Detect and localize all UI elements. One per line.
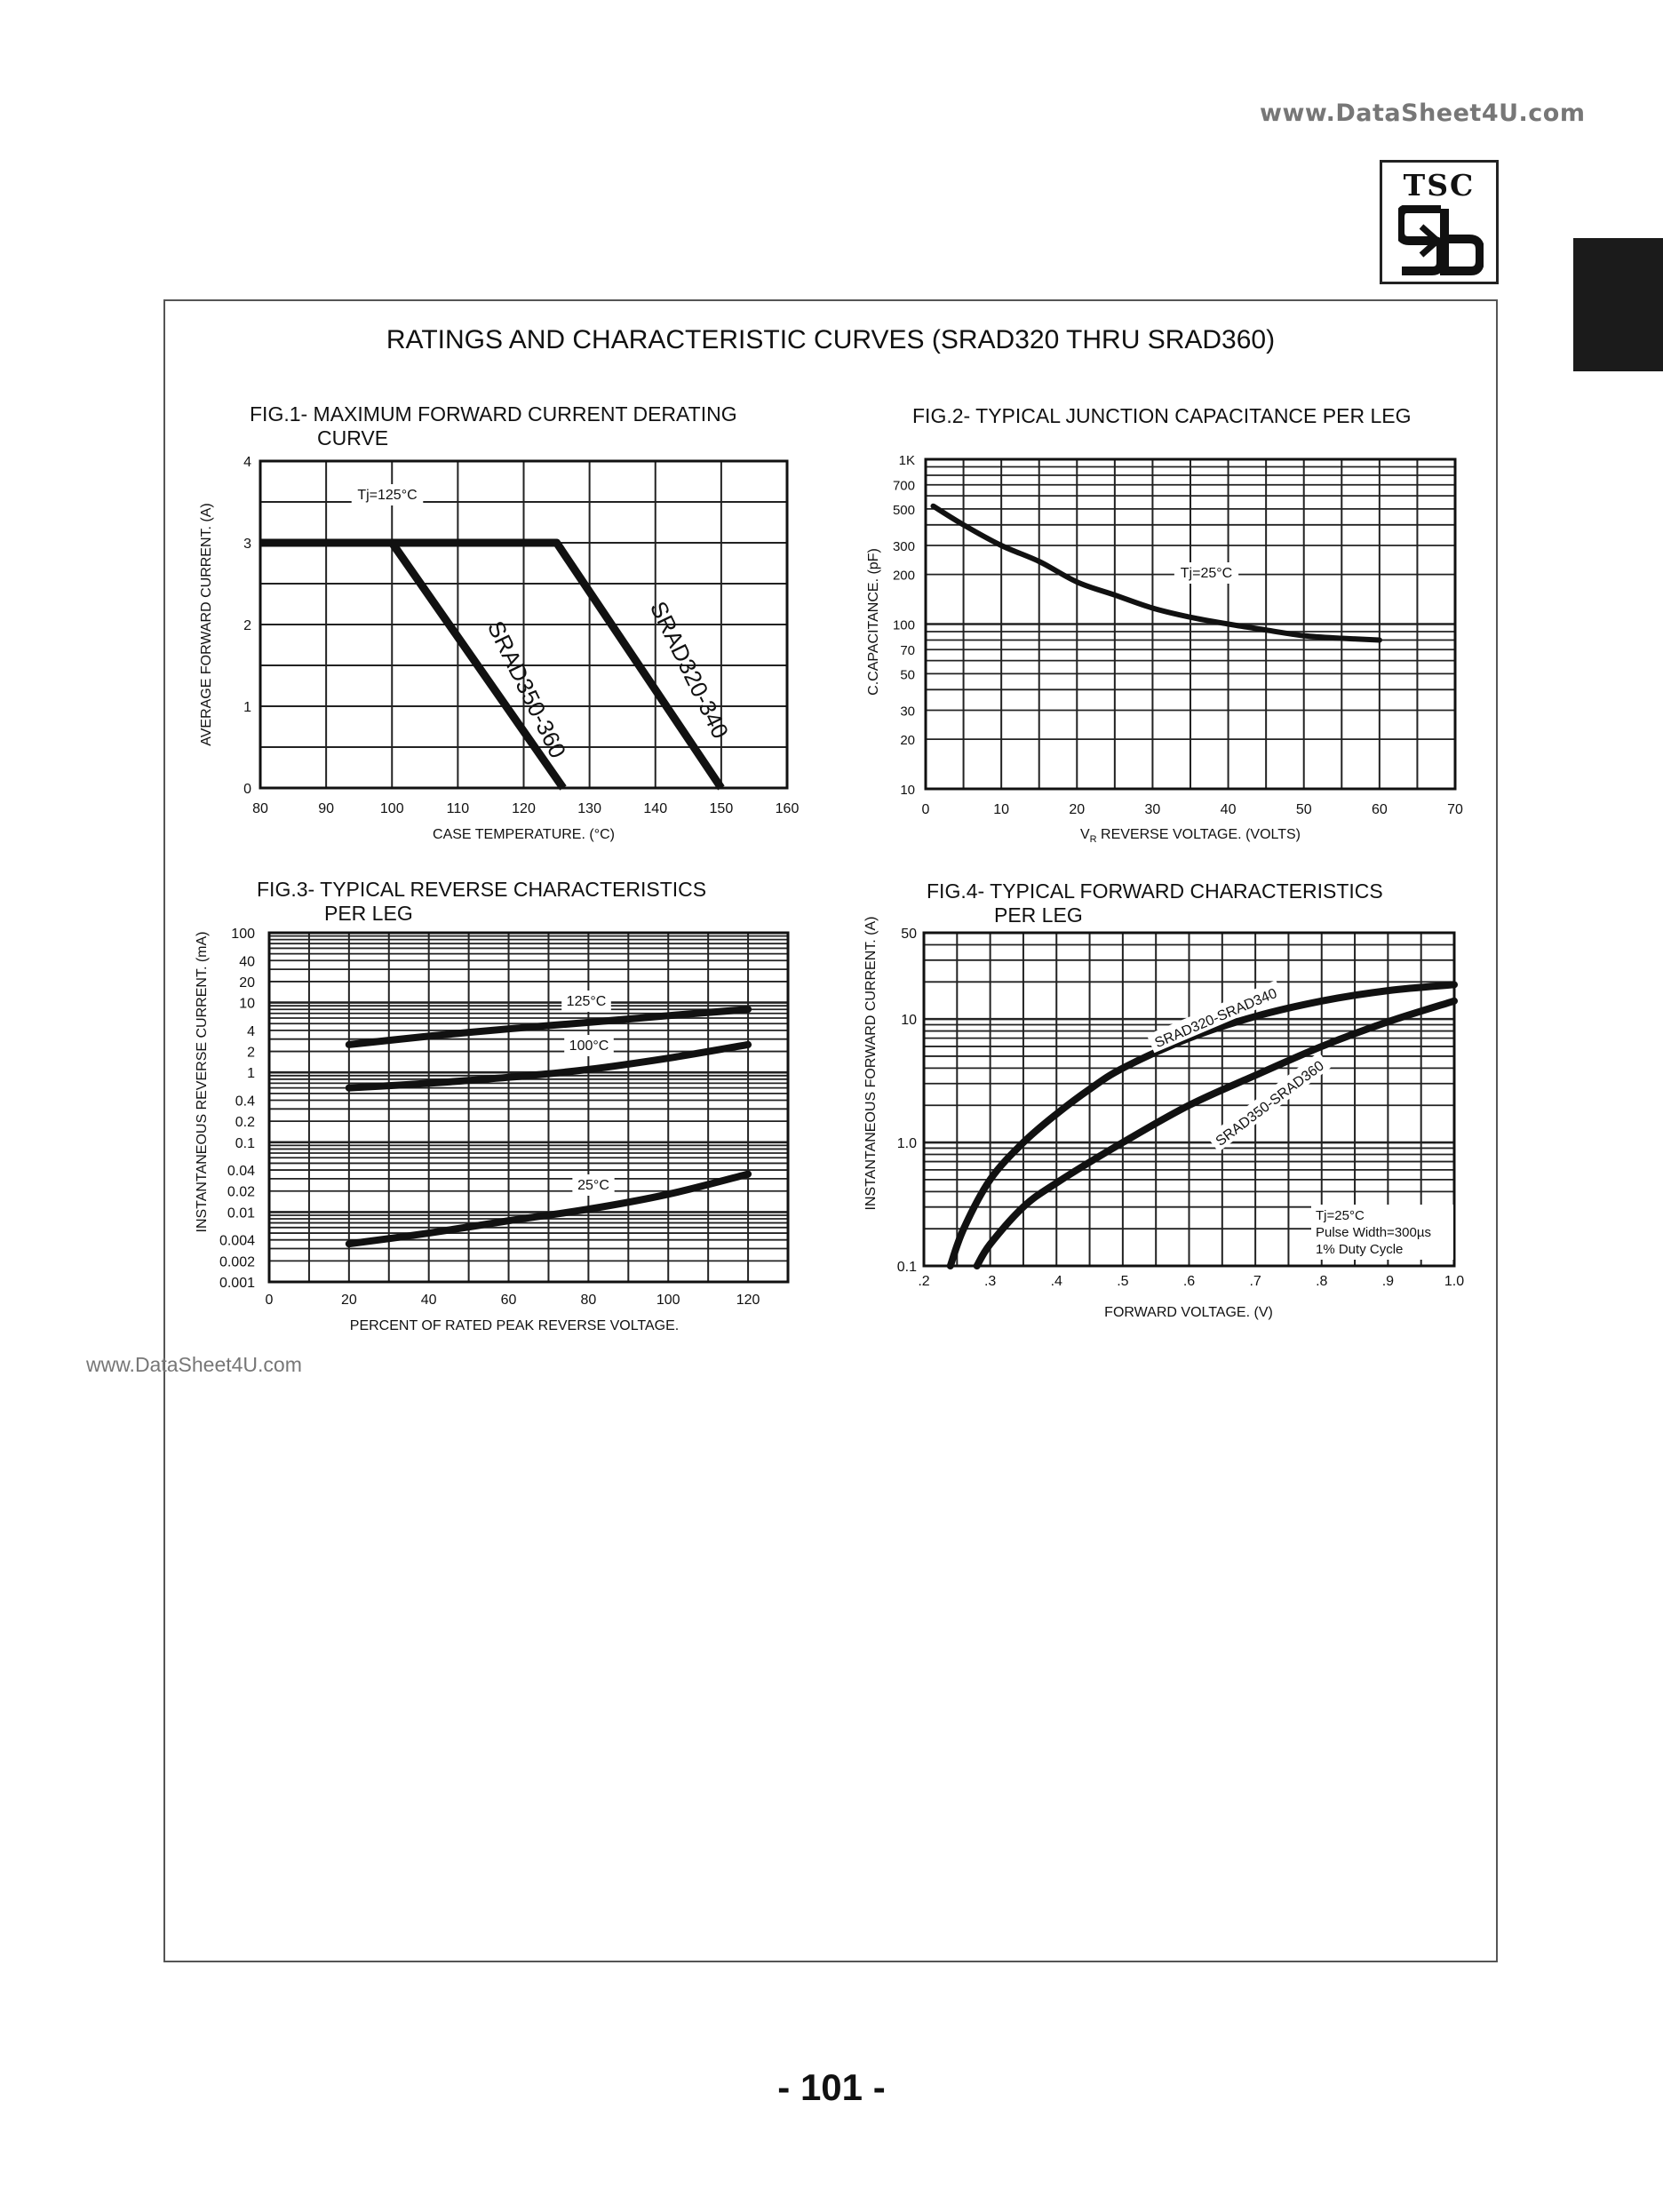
fig3-series-label-1: 100°C <box>569 1038 609 1054</box>
fig3-y-tick-label: 40 <box>239 954 255 970</box>
fig3-y-tick-label: 0.004 <box>219 1233 255 1249</box>
logo-text: TSC <box>1403 168 1476 203</box>
fig1-title-line1: FIG.1- MAXIMUM FORWARD CURRENT DERATING <box>250 402 737 426</box>
fig3-x-axis-label: PERCENT OF RATED PEAK REVERSE VOLTAGE. <box>349 1318 680 1333</box>
fig2-annotation: Tj=25°C <box>1180 566 1233 581</box>
fig3-x-tick-label: 60 <box>500 1293 517 1308</box>
fig1-x-tick-label: 120 <box>512 801 536 816</box>
fig2-y-tick-label: 200 <box>892 568 915 584</box>
fig3-plot-frame <box>269 933 788 1282</box>
fig3-y-tick-label: 0.01 <box>227 1205 255 1221</box>
fig3-x-tick-label: 80 <box>580 1293 597 1308</box>
fig4-annotation-line: 1% Duty Cycle <box>1316 1242 1404 1257</box>
fig3-y-tick-label: 0.2 <box>235 1115 255 1131</box>
fig1-x-tick-label: 90 <box>318 801 335 816</box>
fig4-title-line2: PER LEG <box>994 903 1083 927</box>
fig4-x-tick-label: .4 <box>1050 1274 1062 1289</box>
fig2-x-axis-label-text: REVERSE VOLTAGE. (VOLTS) <box>1096 827 1301 842</box>
fig4-y-axis-label: INSTANTANEOUS FORWARD CURRENT. (A) <box>863 916 879 1211</box>
fig2-x-tick-label: 60 <box>1371 802 1388 817</box>
fig3-y-tick-label: 1 <box>247 1066 255 1082</box>
fig1-x-axis-label: CASE TEMPERATURE. (°C) <box>433 827 615 842</box>
fig1-y-tick-label: 4 <box>243 455 251 470</box>
fig3-y-tick-label: 0.1 <box>235 1135 255 1151</box>
fig4-x-tick-label: .3 <box>983 1274 997 1289</box>
fig1-title-line2: CURVE <box>317 426 389 450</box>
fig3-x-tick-label: 40 <box>420 1293 437 1308</box>
fig3-y-tick-label: 0.4 <box>235 1094 255 1110</box>
fig2-x-tick-label: 50 <box>1295 802 1312 817</box>
fig4-annotation-line: Tj=25°C <box>1316 1208 1365 1223</box>
fig2-x-tick-label: 0 <box>921 802 930 817</box>
fig4-y-tick-label: 10 <box>901 1013 917 1029</box>
fig1-annotation: Tj=125°C <box>357 488 418 503</box>
fig3-title-line1: FIG.3- TYPICAL REVERSE CHARACTERISTICS <box>257 878 707 901</box>
fig1-x-tick-label: 100 <box>379 801 404 816</box>
fig4-series-label-1: SRAD350-SRAD360 <box>1213 1058 1327 1150</box>
fig2-x-axis-label-sub: R <box>1089 834 1097 845</box>
fig2-x-tick-label: 30 <box>1144 802 1161 817</box>
fig1-x-tick-label: 130 <box>577 801 601 816</box>
fig1-x-tick-label: 140 <box>643 801 668 816</box>
fig1-series-label-0: SRAD350-360 <box>481 617 572 762</box>
fig4-x-tick-label: 1.0 <box>1444 1274 1465 1289</box>
fig3-y-tick-label: 10 <box>239 996 255 1012</box>
fig4-x-tick-label: .5 <box>1117 1274 1129 1289</box>
fig3-x-tick-label: 0 <box>265 1293 274 1308</box>
fig2-y-axis-label: C.CAPACITANCE. (pF) <box>866 548 881 696</box>
fig3-y-tick-label: 100 <box>231 927 255 942</box>
fig1-x-tick-label: 110 <box>446 801 470 816</box>
fig3-y-tick-label: 0.02 <box>227 1184 255 1200</box>
fig2-series-line <box>934 506 1380 641</box>
fig2-x-tick-label: 20 <box>1069 802 1086 817</box>
fig4-x-tick-label: .6 <box>1182 1274 1196 1289</box>
fig3-y-tick-label: 0.04 <box>227 1164 255 1180</box>
fig4-y-tick-label: 1.0 <box>896 1136 917 1152</box>
fig3-y-tick-label: 0.001 <box>219 1276 255 1291</box>
fig2-y-tick-label: 70 <box>900 643 915 659</box>
fig4-y-tick-label: 50 <box>901 927 917 942</box>
fig3-y-tick-label: 4 <box>247 1023 255 1039</box>
page-number: - 101 - <box>777 2066 886 2108</box>
fig1-y-axis-label: AVERAGE FORWARD CURRENT. (A) <box>199 503 214 746</box>
fig3-y-axis-label: INSTANTANEOUS REVERSE CURRENT. (mA) <box>195 931 210 1233</box>
fig2-x-axis-label-prefix: V <box>1079 827 1090 842</box>
fig2-y-tick-label: 50 <box>900 667 915 683</box>
fig2-x-tick-label: 40 <box>1220 802 1237 817</box>
fig1-x-tick-label: 150 <box>709 801 734 816</box>
fig4-x-axis-label: FORWARD VOLTAGE. (V) <box>1104 1305 1273 1320</box>
fig4-title-line1: FIG.4- TYPICAL FORWARD CHARACTERISTICS <box>927 879 1383 903</box>
fig1-series-label-1: SRAD320-340 <box>644 597 735 743</box>
fig3-x-tick-label: 20 <box>340 1293 357 1308</box>
fig2-x-tick-label: 10 <box>993 802 1010 817</box>
fig3-y-tick-label: 2 <box>247 1045 255 1061</box>
fig2-y-tick-label: 700 <box>892 478 915 494</box>
fig3-series-label-0: 125°C <box>566 994 607 1009</box>
fig4-y-tick-label: 0.1 <box>896 1260 917 1275</box>
fig3-title-line2: PER LEG <box>324 902 413 925</box>
fig2-y-tick-label: 100 <box>892 617 915 633</box>
watermark-mid: www.DataSheet4U.com <box>86 1353 302 1376</box>
fig2-y-tick-label: 300 <box>892 538 915 554</box>
fig1-y-tick-label: 0 <box>243 782 251 797</box>
fig4-series-label-0: SRAD320-SRAD340 <box>1152 985 1280 1052</box>
fig2-y-tick-label: 1K <box>898 453 915 468</box>
fig3-x-tick-label: 100 <box>656 1293 680 1308</box>
fig1-y-tick-label: 3 <box>243 537 251 552</box>
page-title: RATINGS AND CHARACTERISTIC CURVES (SRAD320 THRU SRAD360) <box>386 325 1276 354</box>
fig1-y-tick-label: 1 <box>243 700 251 715</box>
fig2-y-tick-label: 30 <box>900 704 915 720</box>
fig4-x-tick-label: .8 <box>1316 1274 1328 1289</box>
fig1-y-tick-label: 2 <box>243 618 251 633</box>
fig4-annotation-line: Pulse Width=300µs <box>1316 1225 1431 1240</box>
fig4-x-tick-label: .7 <box>1249 1274 1261 1289</box>
fig3-y-tick-label: 20 <box>239 975 255 991</box>
fig3-x-tick-label: 120 <box>736 1293 760 1308</box>
watermark-top: www.DataSheet4U.com <box>1260 99 1586 127</box>
fig2-x-tick-label: 70 <box>1447 802 1463 817</box>
fig2-y-tick-label: 500 <box>892 502 915 518</box>
fig2-y-tick-label: 10 <box>900 783 915 798</box>
fig3-y-tick-label: 0.002 <box>219 1254 255 1270</box>
fig4-x-tick-label: .2 <box>918 1274 930 1289</box>
fig1-x-tick-label: 160 <box>775 801 800 816</box>
fig1-x-tick-label: 80 <box>252 801 268 816</box>
fig2-y-tick-label: 20 <box>900 733 915 749</box>
fig2-title-line1: FIG.2- TYPICAL JUNCTION CAPACITANCE PER LEG <box>912 404 1412 427</box>
fig4-x-tick-label: .9 <box>1381 1274 1395 1289</box>
fig2-x-axis-label <box>1080 827 1301 845</box>
fig3-series-label-2: 25°C <box>577 1178 609 1193</box>
